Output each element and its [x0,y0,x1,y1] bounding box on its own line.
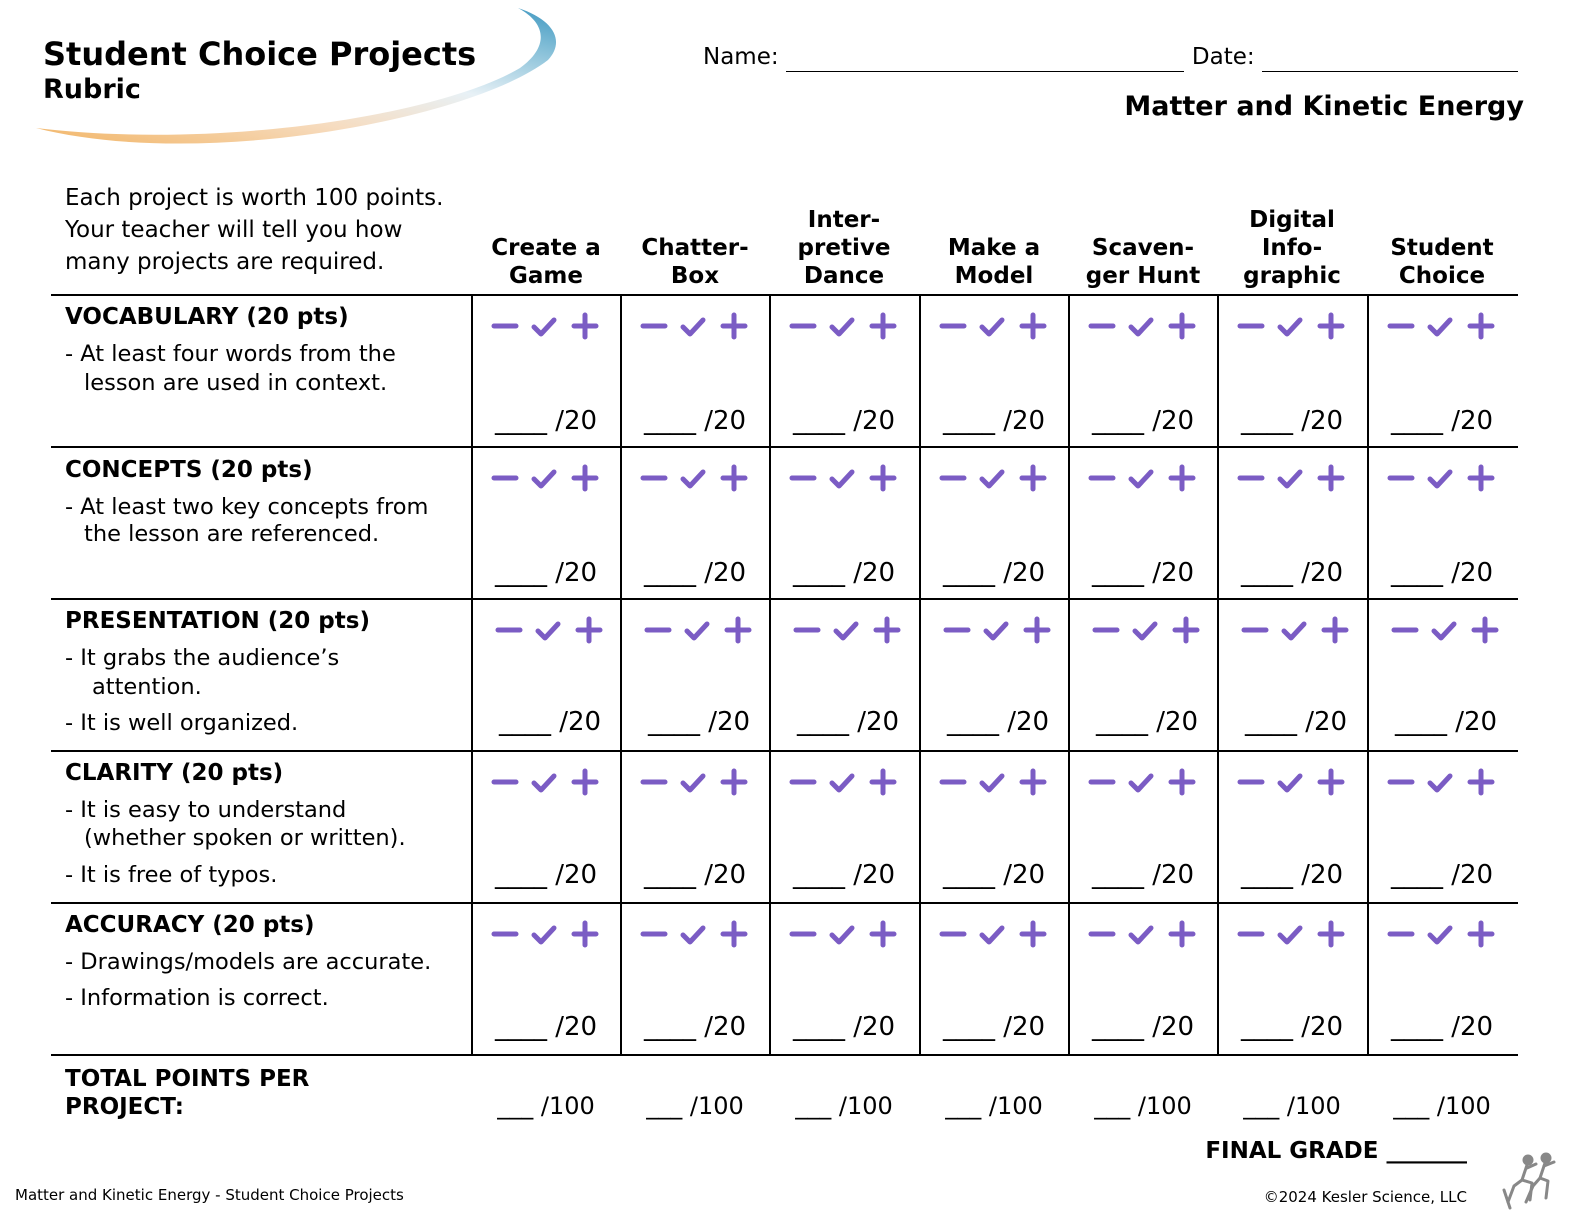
score-blank[interactable]: ____ /20 [942,406,1046,436]
score-blank[interactable]: ____ /20 [942,860,1046,890]
plus-icon[interactable] [1320,315,1342,337]
criterion-item: - At least four words from the [65,341,396,367]
score-blank[interactable]: ____ /20 [494,1012,598,1042]
score-blank[interactable]: ____ /20 [796,707,900,737]
plus-icon[interactable] [1175,619,1197,641]
rating-marks [786,463,906,493]
column-header-line: pretive [797,235,891,261]
score-blank[interactable]: ____ /20 [494,860,598,890]
rating-marks [1234,463,1354,493]
score-blank[interactable]: ____ /20 [1244,707,1348,737]
column-header-line: graphic [1243,263,1341,289]
plus-icon[interactable] [1470,467,1492,489]
column-header-line: Dance [803,263,885,289]
check-icon[interactable] [1284,624,1304,638]
score-blank[interactable]: ____ /20 [792,1012,896,1042]
criterion-item: - It is well organized. [65,710,299,736]
criterion-item: - At least two key concepts from [65,494,429,520]
check-icon[interactable] [1280,776,1300,790]
check-icon[interactable] [1430,928,1450,942]
rating-marks [1089,615,1209,645]
column-header-line: Scaven- [1091,235,1195,261]
row-divider [51,902,1518,904]
plus-icon[interactable] [1022,467,1044,489]
rating-marks [488,311,608,341]
column-header-line: Chatter- [641,235,749,261]
column-header [1069,200,1217,290]
check-icon[interactable] [1430,320,1450,334]
rating-marks [790,615,910,645]
rating-marks [1085,311,1205,341]
rating-marks [786,311,906,341]
check-icon[interactable] [836,624,856,638]
criterion-item: lesson are used in context. [84,370,388,396]
criterion-item: attention. [92,674,202,700]
total-score-blank[interactable]: ___ /100 [1393,1092,1491,1120]
check-icon[interactable] [534,776,554,790]
check-icon[interactable] [832,320,852,334]
plus-icon[interactable] [872,923,894,945]
column-header-line: ger Hunt [1085,263,1201,289]
score-blank[interactable]: ____ /20 [1394,707,1498,737]
criterion-title-presentation: PRESENTATION (20 pts) [65,608,370,634]
check-icon[interactable] [1280,472,1300,486]
date-field[interactable] [1262,45,1518,72]
plus-icon[interactable] [872,315,894,337]
rating-marks [1085,463,1205,493]
rating-marks [1384,463,1504,493]
rating-marks [936,463,1056,493]
row-divider [51,750,1518,752]
score-blank[interactable]: ____ /20 [946,707,1050,737]
plus-icon[interactable] [574,923,596,945]
column-header-line: Choice [1398,263,1486,289]
column-header [621,200,769,290]
criterion-item: the lesson are referenced. [84,521,380,547]
plus-icon[interactable] [872,467,894,489]
plus-icon[interactable] [1320,771,1342,793]
check-icon[interactable] [687,624,707,638]
check-icon[interactable] [1430,472,1450,486]
rating-marks [488,919,608,949]
rating-marks [1085,919,1205,949]
plus-icon[interactable] [1470,771,1492,793]
score-blank[interactable]: ____ /20 [1240,558,1344,588]
plus-icon[interactable] [723,467,745,489]
plus-icon[interactable] [1171,771,1193,793]
check-icon[interactable] [1131,776,1151,790]
total-score-blank[interactable]: ___ /100 [1094,1092,1192,1120]
check-icon[interactable] [832,928,852,942]
rating-marks [492,615,612,645]
rating-marks [936,919,1056,949]
rating-marks [936,311,1056,341]
plus-icon[interactable] [1171,467,1193,489]
plus-icon[interactable] [1022,771,1044,793]
check-icon[interactable] [1280,320,1300,334]
criterion-item: - It is easy to understand [65,797,347,823]
criterion-title-vocabulary: VOCABULARY (20 pts) [65,304,349,330]
plus-icon[interactable] [574,467,596,489]
check-icon[interactable] [683,928,703,942]
score-blank[interactable]: ____ /20 [647,707,751,737]
score-blank[interactable]: ____ /20 [792,558,896,588]
score-blank[interactable]: ____ /20 [1390,1012,1494,1042]
check-icon[interactable] [534,320,554,334]
score-blank[interactable]: ____ /20 [942,1012,1046,1042]
page-subtitle: Rubric [43,74,141,105]
rating-marks [1384,919,1504,949]
criterion-item: - It is free of typos. [65,862,278,888]
check-icon[interactable] [534,928,554,942]
rating-marks [641,615,761,645]
check-icon[interactable] [683,472,703,486]
column-header-line: Digital [1249,207,1335,233]
score-blank[interactable]: ____ /20 [643,860,747,890]
page-title: Student Choice Projects [43,35,477,73]
score-blank[interactable]: ____ /20 [494,406,598,436]
check-icon[interactable] [982,320,1002,334]
criterion-title-clarity: CLARITY (20 pts) [65,760,284,786]
plus-icon[interactable] [1022,315,1044,337]
rating-marks [1384,311,1504,341]
rating-marks [637,463,757,493]
check-icon[interactable] [1434,624,1454,638]
rating-marks [1234,919,1354,949]
rating-marks [1234,311,1354,341]
name-field[interactable] [786,45,1184,72]
total-score-blank[interactable]: ___ /100 [1243,1092,1341,1120]
total-score-blank[interactable]: ___ /100 [795,1092,893,1120]
check-icon[interactable] [986,624,1006,638]
rating-marks [488,463,608,493]
rating-marks [637,311,757,341]
total-label-line: TOTAL POINTS PER [65,1066,310,1092]
column-header-line: Model [954,263,1034,289]
plus-icon[interactable] [1320,923,1342,945]
intro-text: Each project is worth 100 points. Your teacher will tell you how many projects are required. [65,185,444,275]
score-blank[interactable]: ____ /20 [1240,1012,1344,1042]
score-blank[interactable]: ____ /20 [643,558,747,588]
footer-copyright: ©2024 Kesler Science, LLC [1263,1188,1467,1206]
score-blank[interactable]: ____ /20 [643,406,747,436]
score-blank[interactable]: ____ /20 [494,558,598,588]
score-blank[interactable]: ____ /20 [1390,860,1494,890]
rating-marks [1384,767,1504,797]
criterion-title-concepts: CONCEPTS (20 pts) [65,457,313,483]
check-icon[interactable] [1280,928,1300,942]
plus-icon[interactable] [876,619,898,641]
row-divider [51,446,1518,448]
check-icon[interactable] [832,472,852,486]
table-top-rule [51,294,1518,296]
column-header [770,200,918,290]
rating-marks [940,615,1060,645]
rating-marks [786,767,906,797]
row-divider [51,598,1518,600]
plus-icon[interactable] [1171,923,1193,945]
plus-icon[interactable] [1022,923,1044,945]
column-header [920,200,1068,290]
plus-icon[interactable] [723,771,745,793]
column-header-line: Game [509,263,583,289]
rating-marks [637,919,757,949]
column-header-line: Make a [947,235,1041,261]
kesler-logo-icon [1500,1150,1560,1210]
final-grade: FINAL GRADE _______ [1205,1138,1467,1164]
rating-marks [488,767,608,797]
total-label [65,1065,309,1121]
check-icon[interactable] [1131,320,1151,334]
check-icon[interactable] [1430,776,1450,790]
name-label: Name: [703,44,779,70]
score-blank[interactable]: ____ /20 [1091,860,1195,890]
score-blank[interactable]: ____ /20 [1390,558,1494,588]
rating-marks [1085,767,1205,797]
score-blank[interactable]: ____ /20 [792,860,896,890]
column-header [1218,200,1366,290]
score-blank[interactable]: ____ /20 [1091,406,1195,436]
column-header-line: Inter- [807,207,881,233]
rating-marks [1388,615,1508,645]
total-score-blank[interactable]: ___ /100 [497,1092,595,1120]
check-icon[interactable] [534,472,554,486]
name-date-row [703,42,1518,72]
rating-marks [637,767,757,797]
plus-icon[interactable] [1474,619,1496,641]
plus-icon[interactable] [723,315,745,337]
table-bottom-rule [51,1054,1518,1056]
score-blank[interactable]: ____ /20 [792,406,896,436]
check-icon[interactable] [683,776,703,790]
column-header-line: Box [670,263,720,289]
check-icon[interactable] [683,320,703,334]
plus-icon[interactable] [578,619,600,641]
plus-icon[interactable] [574,771,596,793]
plus-icon[interactable] [1470,315,1492,337]
score-blank[interactable]: ____ /20 [1091,558,1195,588]
plus-icon[interactable] [872,771,894,793]
check-icon[interactable] [1135,624,1155,638]
score-blank[interactable]: ____ /20 [942,558,1046,588]
column-header-line: Create a [491,235,601,261]
check-icon[interactable] [1131,928,1151,942]
criterion-item: - Drawings/models are accurate. [65,949,432,975]
plus-icon[interactable] [1324,619,1346,641]
date-label: Date: [1191,44,1255,70]
score-blank[interactable]: ____ /20 [498,707,602,737]
score-blank[interactable]: ____ /20 [643,1012,747,1042]
check-icon[interactable] [982,776,1002,790]
check-icon[interactable] [538,624,558,638]
rating-marks [936,767,1056,797]
total-score-blank[interactable]: ___ /100 [646,1092,744,1120]
column-header [1368,200,1516,290]
column-header-line: Info- [1261,235,1323,261]
score-blank[interactable]: ____ /20 [1240,860,1344,890]
score-blank[interactable]: ____ /20 [1091,1012,1195,1042]
criterion-item: - Information is correct. [65,985,329,1011]
unit-title: Matter and Kinetic Energy [1124,91,1524,122]
plus-icon[interactable] [1171,315,1193,337]
score-blank[interactable]: ____ /20 [1390,406,1494,436]
criterion-item: (whether spoken or written). [84,825,406,851]
rating-marks [786,919,906,949]
rating-marks [1238,615,1358,645]
criterion-item: - It grabs the audience’s [65,645,340,671]
plus-icon[interactable] [723,923,745,945]
plus-icon[interactable] [727,619,749,641]
total-label-line: PROJECT: [65,1094,184,1120]
check-icon[interactable] [982,928,1002,942]
check-icon[interactable] [982,472,1002,486]
criterion-title-accuracy: ACCURACY (20 pts) [65,912,315,938]
total-score-blank[interactable]: ___ /100 [945,1092,1043,1120]
plus-icon[interactable] [1470,923,1492,945]
footer-left: Matter and Kinetic Energy - Student Choice Projects [15,1186,404,1204]
score-blank[interactable]: ____ /20 [1240,406,1344,436]
column-header [472,200,620,290]
check-icon[interactable] [832,776,852,790]
plus-icon[interactable] [1320,467,1342,489]
rating-marks [1234,767,1354,797]
column-header-line: Student [1390,235,1494,261]
check-icon[interactable] [1131,472,1151,486]
score-blank[interactable]: ____ /20 [1095,707,1199,737]
plus-icon[interactable] [1026,619,1048,641]
plus-icon[interactable] [574,315,596,337]
